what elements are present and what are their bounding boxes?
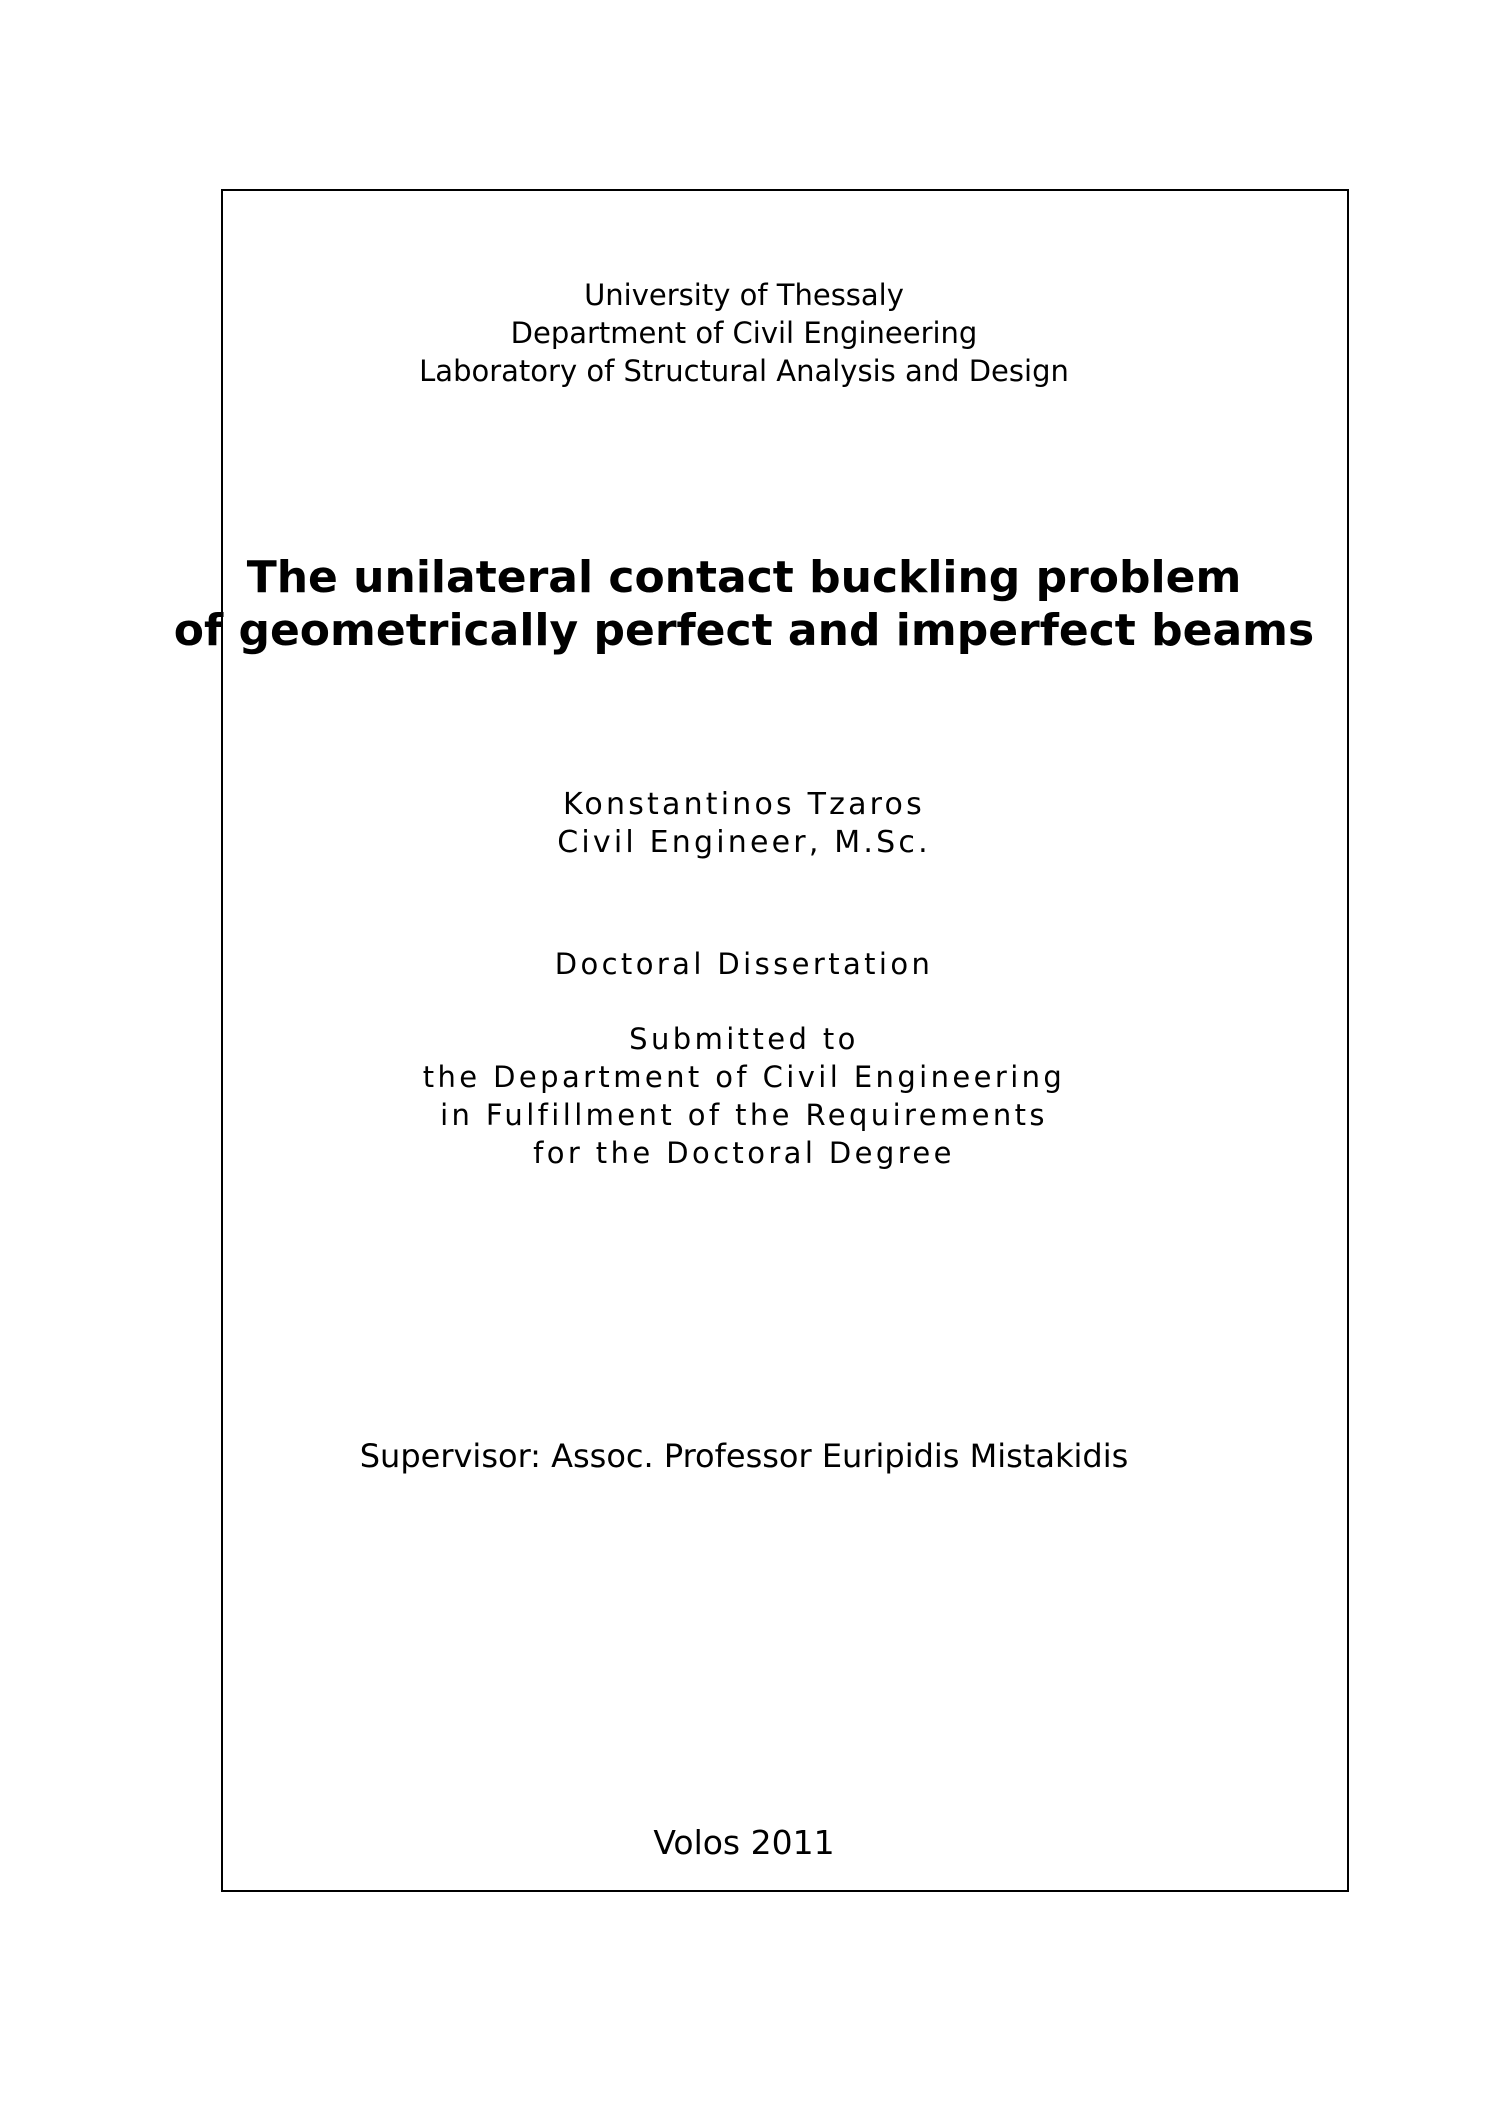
institution-block (0, 276, 1488, 390)
title-line-1: The unilateral contact buckling problem (246, 552, 1242, 603)
university-name: University of Thessaly (584, 278, 904, 312)
document-type-label: Doctoral Dissertation (554, 947, 934, 981)
supervisor-text: Supervisor: Assoc. Professor Euripidis Mistakidis (359, 1437, 1129, 1475)
author-name: Konstantinos Tzaros (563, 787, 925, 822)
author-block (0, 786, 1488, 862)
supervisor-line (0, 1436, 1488, 1476)
laboratory-name: Laboratory of Structural Analysis and Design (419, 354, 1069, 388)
submission-line-1: Submitted to (629, 1022, 859, 1056)
dissertation-title (0, 551, 1488, 657)
place-date-text: Volos 2011 (653, 1823, 835, 1862)
document-type (0, 945, 1488, 983)
place-and-date (0, 1823, 1488, 1863)
submission-line-4: for the Doctoral Degree (533, 1136, 955, 1170)
department-name: Department of Civil Engineering (510, 316, 978, 350)
submission-statement (0, 1020, 1488, 1172)
author-credentials: Civil Engineer, M.Sc. (557, 825, 931, 860)
submission-line-3: in Fulfillment of the Requirements (440, 1098, 1048, 1132)
title-line-2: of geometrically perfect and imperfect beams (173, 605, 1315, 656)
submission-line-2: the Department of Civil Engineering (422, 1060, 1066, 1094)
